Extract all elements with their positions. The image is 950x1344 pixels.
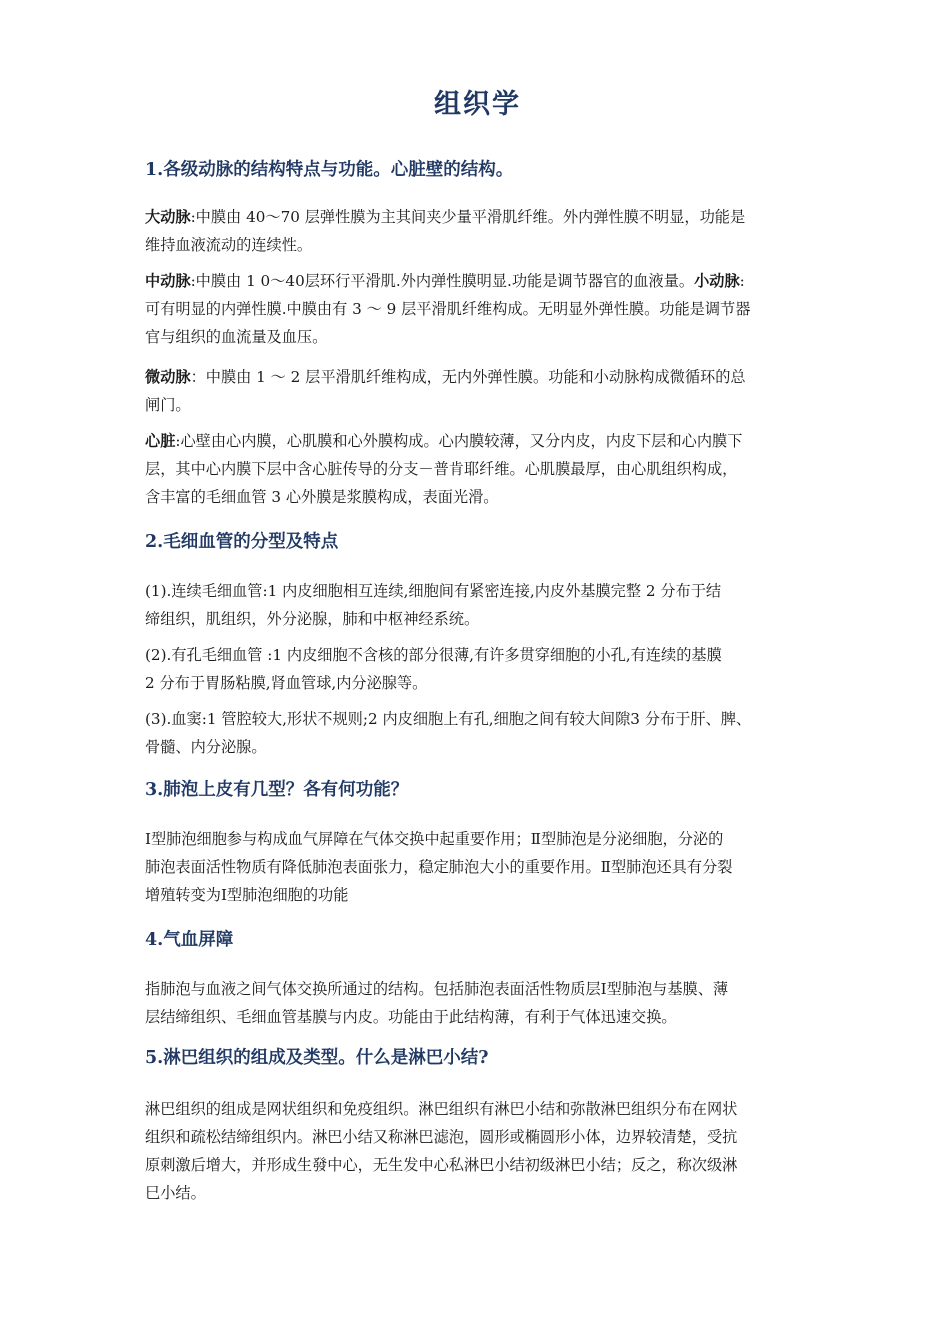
paragraph <box>145 203 810 259</box>
section-heading: 2.毛细血管的分型及特点 <box>145 532 339 552</box>
text-line: 闸门。 <box>145 396 191 414</box>
text-line: 缔组织，肌组织，外分泌腺，肺和中枢神经系统。 <box>145 610 480 628</box>
text-line: 含丰富的毛细血管 3 心外膜是浆膜构成，表面光滑。 <box>145 488 499 506</box>
text-line: (2).有孔毛细血管 :1 内皮细胞不含核的部分很薄,有许多贯穿细胞的小孔,有连续的基膜 <box>145 646 722 664</box>
paragraph <box>145 705 810 761</box>
paragraph <box>145 1095 810 1207</box>
text-line: 肺泡表面活性物质有降低肺泡表面张力，稳定肺泡大小的重要作用。Ⅱ型肺泡还具有分裂 <box>145 858 733 876</box>
text-line: 原刺激后增大，并形成生發中心，无生发中心私淋巴小结初级淋巴小结；反之，称次级淋 <box>145 1156 738 1174</box>
text-line: (1).连续毛细血管:1 内皮细胞相互连续,细胞间有紧密连接,内皮外基膜完整 2 分布于结 <box>145 582 722 600</box>
paragraph <box>145 825 810 909</box>
text-line: 组织和疏松结缔组织内。淋巴小结又称淋巴滤泡，圆形或椭圆形小体，边界较清楚，受抗 <box>145 1128 738 1146</box>
paragraph <box>145 427 810 511</box>
term-label: 小动脉 <box>694 272 740 290</box>
text-line: 巳小结。 <box>145 1184 206 1202</box>
paragraph <box>145 641 810 697</box>
paragraph <box>145 267 810 351</box>
text-line: 中动脉:中膜由 1 0～40层环行平滑肌.外内弹性膜明显.功能是调节器官的血液量。小动脉: <box>145 272 745 290</box>
paragraph <box>145 975 810 1031</box>
text-line: 增殖转变为Ⅰ型肺泡细胞的功能 <box>145 886 349 904</box>
paragraph <box>145 363 810 419</box>
text-line: 2 分布于胃肠粘膜,肾血管球,内分泌腺等。 <box>145 674 428 692</box>
text-line: 大动脉:中膜由 40～70 层弹性膜为主其间夹少量平滑肌纤维。外内弹性膜不明显，功能是 <box>145 208 746 226</box>
text-line: (3).血窦:1 管腔较大,形状不规则;2 内皮细胞上有孔,细胞之间有较大间隙3 分布于肝、脾、 <box>145 710 752 728</box>
term-label: 心脏 <box>145 432 176 450</box>
section-heading: 4.气血屏障 <box>145 930 234 950</box>
text-line: 微动脉：中膜由 1 ～ 2 层平滑肌纤维构成，无内外弹性膜。功能和小动脉构成微循环的总 <box>145 368 746 386</box>
text-line: Ⅰ型肺泡细胞参与构成血气屏障在气体交换中起重要作用；Ⅱ型肺泡是分泌细胞，分泌的 <box>145 830 724 848</box>
text-line: 官与组织的血流量及血压。 <box>145 328 328 346</box>
paragraph <box>145 577 810 633</box>
term-label: 中动脉 <box>145 272 191 290</box>
section-heading: 3.肺泡上皮有几型？各有何功能？ <box>145 780 409 800</box>
term-label: 大动脉 <box>145 208 191 226</box>
page-title: 组织学 <box>434 89 521 120</box>
text-line: 心脏:心壁由心内膜，心肌膜和心外膜构成。心内膜较薄，又分内皮，内皮下层和心内膜下 <box>145 432 743 450</box>
text-line: 层结缔组织、毛细血管基膜与内皮。功能由于此结构薄，有利于气体迅速交换。 <box>145 1008 677 1026</box>
text-line: 骨髓、内分泌腺。 <box>145 738 267 756</box>
text-line: 维持血液流动的连续性。 <box>145 236 313 254</box>
text-line: 指肺泡与血液之间气体交换所通过的结构。包括肺泡表面活性物质层Ⅰ型肺泡与基膜、薄 <box>145 980 729 998</box>
term-label: 微动脉 <box>145 368 191 386</box>
section-heading: 1.各级动脉的结构特点与功能。心脏壁的结构。 <box>145 160 514 180</box>
text-line: 层，其中心内膜下层中含心脏传导的分支－普肯耶纤维。心肌膜最厚，由心肌组织构成， <box>145 460 738 478</box>
section-heading: 5.淋巴组织的组成及类型。什么是淋巴小结? <box>145 1048 489 1068</box>
text-line: 可有明显的内弹性膜.中膜由有 3 ～ 9 层平滑肌纤维构成。无明显外弹性膜。功能是调节器 <box>145 300 751 318</box>
text-line: 淋巴组织的组成是网状组织和免疫组织。淋巴组织有淋巴小结和弥散淋巴组织分布在网状 <box>145 1100 738 1118</box>
